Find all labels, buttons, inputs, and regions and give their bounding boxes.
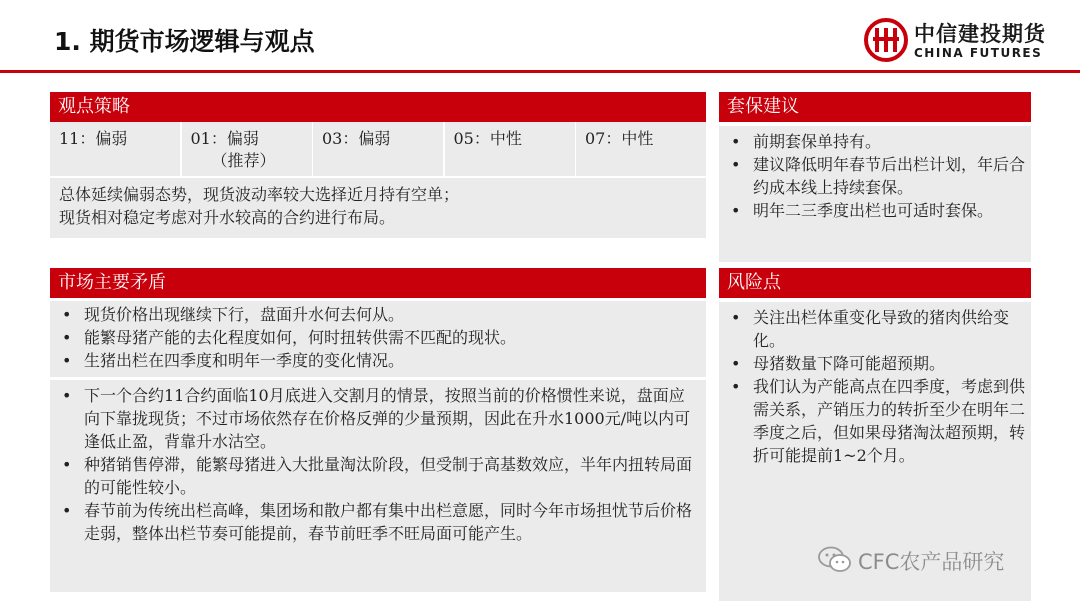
view-strategy-panel	[50, 92, 706, 238]
list-item: • 前期套保单持有。	[719, 130, 1031, 153]
contract-view-label: 05：中性	[453, 129, 522, 148]
wechat-icon	[818, 546, 852, 574]
contract-view-cell	[313, 122, 443, 176]
contract-view-cell	[50, 122, 180, 176]
contract-view-cell	[182, 122, 312, 176]
watermark-text: CFC农产品研究	[858, 550, 1005, 574]
summary-line: 现货相对稳定考虑对升水较高的合约进行布局。	[59, 208, 396, 227]
conflict-questions-block	[50, 301, 706, 377]
list-item: • 种猪销售停滞，能繁母猪进入大批量淘汰阶段，但受制于高基数效应，半年内扭转局面的可能性较小。	[50, 453, 706, 499]
logo-chinese-name: 中信建投期货	[914, 22, 1046, 46]
contract-view-label: 01：偏弱	[190, 129, 259, 148]
page-title: 1. 期货市场逻辑与观点	[54, 27, 315, 56]
summary-line: 总体延续偏弱态势，现货波动率较大选择近月持有空单；	[59, 185, 460, 204]
list-item: • 现货价格出现继续下行，盘面升水何去何从。	[50, 303, 706, 326]
wechat-watermark	[818, 542, 1058, 578]
market-conflict-panel	[50, 268, 706, 592]
hedge-panel	[719, 92, 1031, 262]
contract-view-cell	[445, 122, 575, 176]
contract-view-label: 07：中性	[585, 129, 654, 148]
recommend-note: （推荐）	[211, 151, 276, 170]
list-item: • 我们认为产能高点在四季度，考虑到供需关系，产销压力的转折至少在明年二季度之后，但如果母猪淘汰超预期，转折可能提前1~2个月。	[719, 375, 1031, 467]
company-logo	[864, 16, 1054, 66]
list-item: • 下一个合约11合约面临10月底进入交割月的情景，按照当前的价格惯性来说，盘面应向下靠拢现货；不过市场依然存在价格反弹的少量预期，因此在升水1000元/吨以内可逢低止盈，背靠升水沽空。	[50, 384, 706, 453]
header-divider	[0, 70, 1080, 73]
citic-logo-icon	[864, 18, 908, 62]
contract-view-label: 03：偏弱	[322, 129, 391, 148]
list-item: • 能繁母猪产能的去化程度如何，何时扭转供需不匹配的现状。	[50, 326, 706, 349]
list-item: • 明年二三季度出栏也可适时套保。	[719, 199, 1031, 222]
conflict-questions-list	[50, 303, 706, 372]
contract-view-row	[50, 122, 706, 176]
list-item: • 生猪出栏在四季度和明年一季度的变化情况。	[50, 349, 706, 372]
list-item: • 母猪数量下降可能超预期。	[719, 352, 1031, 375]
risk-heading: 风险点	[719, 268, 1031, 298]
hedge-heading: 套保建议	[719, 92, 1031, 122]
contract-view-cell	[576, 122, 706, 176]
list-item: • 关注出栏体重变化导致的猪肉供给变化。	[719, 306, 1031, 352]
strategy-summary	[50, 178, 706, 238]
list-item: • 春节前为传统出栏高峰，集团场和散户都有集中出栏意愿，同时今年市场担忧节后价格走弱，整体出栏节奏可能提前，春节前旺季不旺局面可能产生。	[50, 499, 706, 545]
conflict-analysis-list	[50, 384, 706, 545]
hedge-body	[719, 126, 1031, 262]
market-conflict-heading: 市场主要矛盾	[50, 268, 706, 298]
list-item: • 建议降低明年春节后出栏计划，年后合约成本线上持续套保。	[719, 153, 1031, 199]
risk-list	[719, 306, 1031, 467]
conflict-analysis-block	[50, 380, 706, 592]
contract-view-label: 11：偏弱	[59, 129, 128, 148]
logo-english-name: CHINA FUTURES	[914, 46, 1043, 60]
view-strategy-heading: 观点策略	[50, 92, 706, 122]
hedge-list	[719, 130, 1031, 222]
